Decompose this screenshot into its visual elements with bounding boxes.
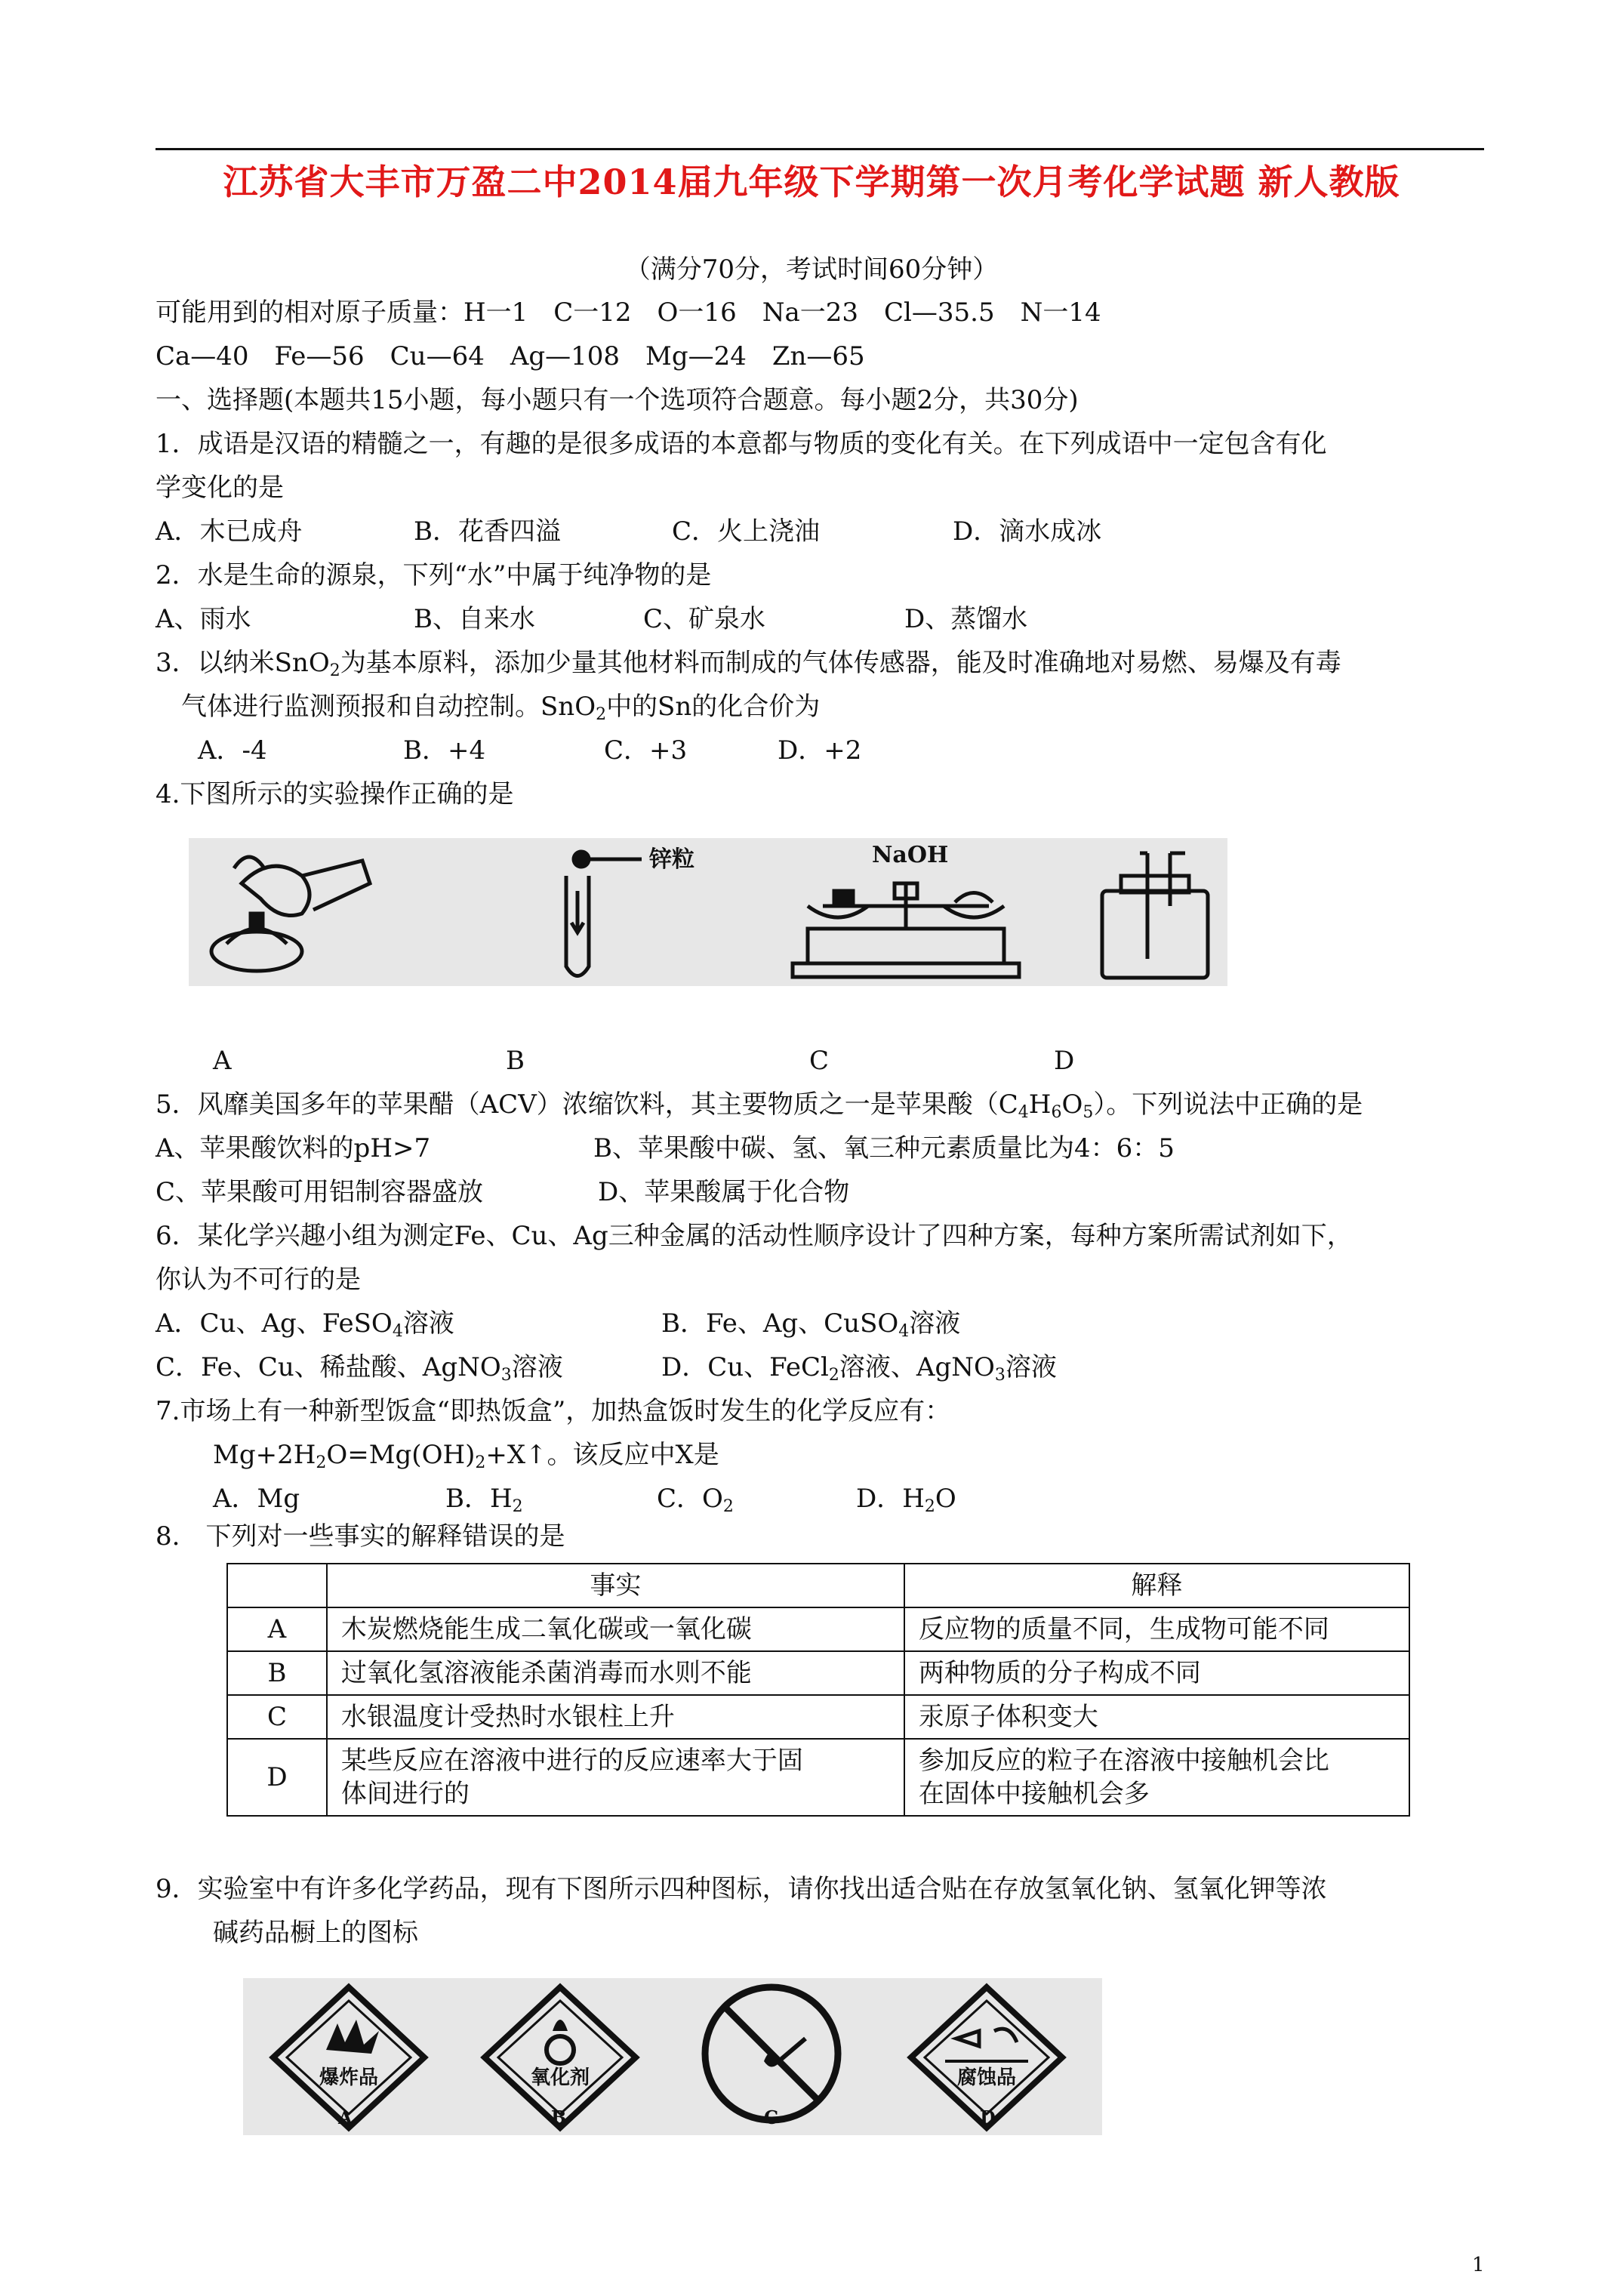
q1-stem-1: 1．成语是汉语的精髓之一，有趣的是很多成语的本意都与物质的变化有关。在下列成语中一定包含有化 [156, 429, 1327, 459]
q7-option-d: D．$H_2O$ [856, 1484, 956, 1516]
q7-option-b: B．$H_2$ [445, 1484, 523, 1516]
q2-option-a: A、雨水 [156, 604, 251, 634]
q4-label-a: A [213, 1046, 232, 1076]
table-header-row [227, 1564, 1409, 1607]
q6-stem-1: 6．某化学兴趣小组为测定Fe、Cu、Ag三种金属的活动性顺序设计了四种方案，每种方案所需试剂如下， [156, 1221, 1353, 1251]
q5-option-d: D、苹果酸属于化合物 [598, 1177, 850, 1207]
row-fact: 过氧化氢溶液能杀菌消毒而水则不能 [327, 1651, 904, 1695]
q2-option-d: D、蒸馏水 [904, 604, 1028, 634]
row-explanation: 反应物的质量不同，生成物可能不同 [904, 1607, 1409, 1651]
header-rule [156, 148, 1484, 150]
atomic-mass-line-2: Ca—40 Fe—56 Cu—64 Ag—108 Mg—24 Zn—65 [156, 341, 865, 371]
no-fire-sign-icon [705, 1987, 838, 2120]
q5-option-a: A、苹果酸饮料的pH>7 [156, 1133, 431, 1163]
q7-option-c: C．$O_2$ [657, 1484, 734, 1516]
table-row [227, 1695, 1409, 1739]
row-key: D [227, 1739, 327, 1816]
q9-label-c: C [764, 2106, 779, 2128]
row-key: C [227, 1695, 327, 1739]
page-title: 江苏省大丰市万盈二中2014届九年级下学期第一次月考化学试题 新人教版 [223, 162, 1400, 202]
q9-stem-1: 9．实验室中有许多化学药品，现有下图所示四种图标，请你找出适合贴在存放氢氧化钠、氢氧化钾等浓 [156, 1874, 1327, 1904]
q1-option-a: A．木已成舟 [156, 516, 303, 547]
q5-option-c: C、苹果酸可用铝制容器盛放 [156, 1177, 484, 1207]
q3-option-a: A．-4 [198, 735, 267, 766]
hazard-signs-figure [243, 1978, 1102, 2135]
q7-equation: $Mg+2H_2O=Mg(OH)_2+X↑$。该反应中X是 [213, 1440, 719, 1472]
q7-option-a: A．Mg [213, 1484, 300, 1514]
q9-label-b: B [551, 2106, 567, 2128]
table-row [227, 1651, 1409, 1695]
page-number: 1 [1472, 2254, 1485, 2276]
lab-operations-figure [189, 838, 1227, 986]
q3-stem-1: 3．以纳米SnO$_2$为基本原料，添加少量其他材料而制成的气体传感器，能及时准确地对易燃、易爆及有毒 [156, 648, 1341, 680]
q2-option-b: B、自来水 [414, 604, 535, 634]
q5-option-b: B、苹果酸中碳、氢、氧三种元素质量比为4：6：5 [593, 1133, 1175, 1163]
table-row [227, 1739, 1409, 1816]
q9-label-a: A [338, 2106, 353, 2128]
table-header-explanation: 解释 [904, 1564, 1409, 1607]
zinc-label: 锌粒 [649, 846, 694, 873]
q8-stem: 8. 下列对一些事实的解释错误的是 [156, 1521, 565, 1552]
q6-stem-2: 你认为不可行的是 [156, 1265, 361, 1295]
q4-label-c: C [809, 1046, 830, 1076]
table-row [227, 1607, 1409, 1651]
atomic-mass-line-1: 可能用到的相对原子质量：H一1 C一12 O一16 Na一23 Cl—35.5 N一14 [156, 297, 1101, 328]
q6-option-c: C．Fe、Cu、稀盐酸、AgNO$_3$溶液 [156, 1352, 563, 1385]
q6-option-b: B．Fe、Ag、CuSO$_4$溶液 [661, 1308, 961, 1341]
table-header-fact: 事实 [327, 1564, 904, 1607]
q5-stem: 5．风靡美国多年的苹果醋（ACV）浓缩饮料，其主要物质之一是苹果酸$(C_4H_6O_5)$。下列说法中正确的是 [156, 1089, 1363, 1122]
hazard-signs-drawing [243, 1978, 1102, 2135]
exam-meta: （满分70分，考试时间60分钟） [624, 254, 999, 285]
q1-stem-2: 学变化的是 [156, 473, 284, 503]
q3-option-c: C．+3 [604, 735, 688, 766]
oxidizer-label: 氧化剂 [530, 2066, 590, 2089]
row-fact: 水银温度计受热时水银柱上升 [327, 1695, 904, 1739]
q7-stem: 7.市场上有一种新型饭盒“即热饭盒”，加热盒饭时发生的化学反应有： [156, 1396, 951, 1426]
row-fact: 某些反应在溶液中进行的反应速率大于固 体间进行的 [327, 1739, 904, 1816]
q6-option-d: D．Cu、FeCl$_2$溶液、AgNO$_3$溶液 [661, 1352, 1057, 1385]
naoh-label: NaOH [872, 842, 949, 868]
q3-stem-2: 气体进行监测预报和自动控制。SnO$_2$中的Sn的化合价为 [181, 692, 821, 724]
q9-label-d: D [980, 2106, 996, 2128]
row-explanation: 汞原子体积变大 [904, 1695, 1409, 1739]
q3-option-d: D．+2 [778, 735, 862, 766]
q4-label-b: B [506, 1046, 525, 1076]
row-explanation: 参加反应的粒子在溶液中接触机会比 在固体中接触机会多 [904, 1739, 1409, 1816]
section-heading: 一、选择题(本题共15小题，每小题只有一个选项符合题意。每小题2分，共30分) [156, 385, 1079, 415]
q4-stem: 4.下图所示的实验操作正确的是 [156, 779, 514, 809]
explosive-label: 爆炸品 [319, 2066, 379, 2089]
row-explanation: 两种物质的分子构成不同 [904, 1651, 1409, 1695]
q2-stem: 2．水是生命的源泉，下列“水”中属于纯净物的是 [156, 560, 712, 590]
lab-operations-drawing [189, 838, 1227, 986]
q6-option-a: A．Cu、Ag、FeSO$_4$溶液 [156, 1308, 454, 1341]
q1-option-c: C．火上浇油 [672, 516, 821, 547]
q1-option-d: D．滴水成冰 [953, 516, 1102, 547]
q3-option-b: B．+4 [403, 735, 486, 766]
row-key: A [227, 1607, 327, 1651]
q4-label-d: D [1054, 1046, 1075, 1076]
q1-option-b: B．花香四溢 [414, 516, 561, 547]
facts-table [226, 1563, 1410, 1817]
q9-stem-2: 碱药品橱上的图标 [213, 1918, 418, 1948]
table-header-key [227, 1564, 327, 1607]
q2-option-c: C、矿泉水 [643, 604, 766, 634]
row-fact: 木炭燃烧能生成二氧化碳或一氧化碳 [327, 1607, 904, 1651]
corrosive-label: 腐蚀品 [956, 2066, 1017, 2089]
row-key: B [227, 1651, 327, 1695]
